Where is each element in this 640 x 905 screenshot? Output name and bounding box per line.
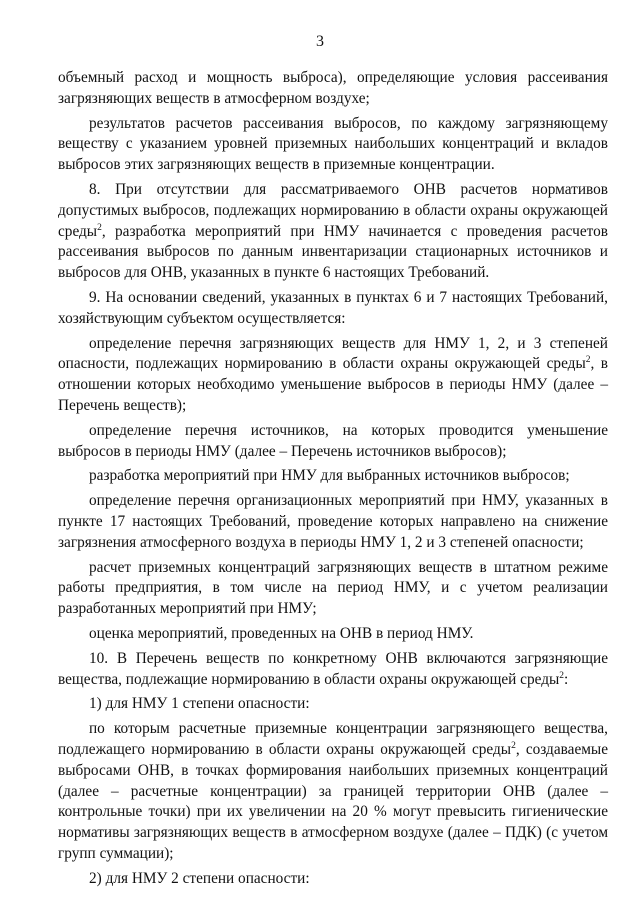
paragraph-text: , создаваемые выбросами ОНВ, в точках формирования наибольших приземных концентраций (далее – расчетные концентрации) за границей территории ОНВ (далее – контрольные точки) при их увеличении на 20 % могут превысить гигиенические нормативы загрязняющих веществ в атмосферном воздухе (далее – ПДК) (с учетом групп суммации);	[58, 740, 608, 862]
paragraph-9	[58, 558, 608, 620]
paragraph-7	[58, 466, 608, 487]
paragraph-6	[58, 421, 608, 463]
paragraph-text: :	[564, 670, 569, 688]
paragraph-text: разработка мероприятий при НМУ для выбранных источников выбросов;	[89, 467, 570, 485]
paragraph-4	[58, 288, 608, 330]
paragraph-13	[58, 719, 608, 865]
paragraph-10	[58, 624, 608, 645]
paragraph-5	[58, 334, 608, 417]
paragraph-text: оценка мероприятий, проведенных на ОНВ в период НМУ.	[89, 624, 474, 642]
paragraph-text: объемный расход и мощность выброса), определяющие условия рассеивания загрязняющих веществ в атмосферном воздухе;	[58, 69, 608, 107]
footnote-ref: 2	[97, 222, 102, 233]
paragraph-text: 1) для НМУ 1 степени опасности:	[89, 695, 310, 713]
document-body	[58, 68, 608, 893]
paragraph-12	[58, 694, 608, 715]
paragraph-text: результатов расчетов рассеивания выбросов, по каждому загрязняющему веществу с указанием уровней приземных наибольших концентраций и вкладов выбросов этих загрязняющих веществ в приземные концентрации.	[58, 114, 608, 174]
paragraph-text: расчет приземных концентраций загрязняющих веществ в штатном режиме работы предприятия, в том числе на период НМУ, и с учетом реализации разработанных мероприятий при НМУ;	[58, 558, 608, 618]
page-number: 3	[316, 33, 324, 50]
paragraph-text: , в отношении которых необходимо уменьшение выбросов в периоды НМУ (далее – Перечень веществ);	[58, 355, 608, 414]
footnote-ref: 2	[559, 670, 565, 681]
paragraph-2	[58, 114, 608, 176]
footnote-ref: 2	[585, 355, 591, 366]
paragraph-text: определение перечня загрязняющих веществ для НМУ 1, 2, и 3 степеней опасности, подлежащих нормированию в области охраны окружающей среды	[58, 334, 608, 373]
paragraph-11	[58, 649, 608, 691]
paragraph-14	[58, 869, 608, 890]
paragraph-text: 8. При отсутствии для рассматриваемого ОНВ расчетов нормативов допустимых выбросов, подлежащих нормированию в области охраны окружающей среды	[58, 180, 608, 240]
paragraph-text: по которым расчетные приземные концентрации загрязняющего вещества, подлежащего нормированию в области охраны окружающей среды	[58, 720, 608, 758]
paragraph-text: 9. На основании сведений, указанных в пунктах 6 и 7 настоящих Требований, хозяйствующим субъектом осуществляется:	[58, 288, 608, 327]
paragraph-text: 2) для НМУ 2 степени опасности:	[89, 869, 310, 887]
paragraph-text: 10. В Перечень веществ по конкретному ОНВ включаются загрязняющие вещества, подлежащие нормированию в области охраны окружающей среды	[58, 649, 608, 688]
paragraph-8	[58, 491, 608, 553]
footnote-ref: 2	[511, 740, 516, 751]
paragraph-text: определение перечня источников, на которых проводится уменьшение выбросов в периоды НМУ (далее – Перечень источников выбросов);	[58, 421, 608, 460]
paragraph-text: , разработка мероприятий при НМУ начинается с проведения расчетов рассеивания выбросов по данным инвентаризации стационарных источников и выбросов для ОНВ, указанных в пункте 6 настоящих Требований.	[58, 222, 608, 282]
paragraph-1	[58, 68, 608, 110]
paragraph-text: определение перечня организационных мероприятий при НМУ, указанных в пункте 17 настоящих Требований, проведение которых направлено на снижение загрязнения атмосферного воздуха в периоды НМУ 1, 2 и 3 степеней опасности;	[58, 492, 608, 551]
paragraph-3	[58, 180, 608, 284]
